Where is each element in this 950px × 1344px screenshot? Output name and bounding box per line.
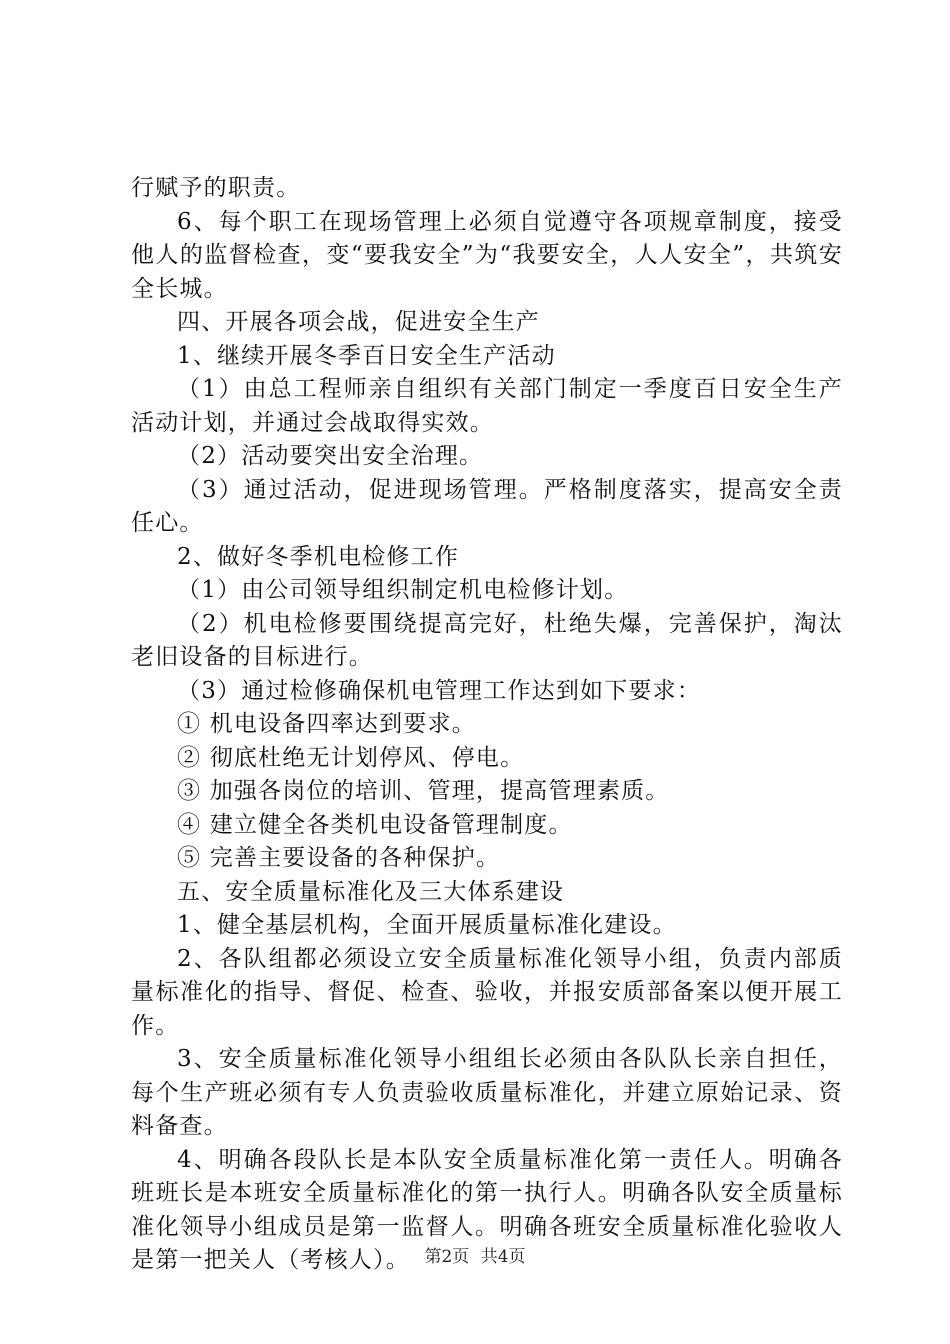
subsection-heading: 2、做好冬季机电检修工作 (177, 543, 460, 570)
paragraph: 3、安全质量标准化领导小组组长必须由各队队长亲自担任，每个生产班必须有专人负责验收质量标准化，并建立原始记录、资料备查。 (131, 1046, 843, 1139)
list-item: ② 彻底杜绝无计划停风、停电。 (177, 744, 525, 771)
list-item: （3）通过检修确保机电管理工作达到如下要求： (177, 677, 702, 704)
subsection-heading: 1、继续开展冬季百日安全生产活动 (177, 342, 556, 369)
list-item: （1）由公司领导组织制定机电检修计划。 (177, 577, 629, 603)
page-total: 共4页 (480, 1247, 526, 1267)
list-item: ⑤ 完善主要设备的各种保护。 (177, 845, 501, 871)
list-item: ③ 加强各岗位的培训、管理，提高管理素质。 (177, 778, 670, 804)
list-item: （2）机电检修要围绕提高完好，杜绝失爆，完善保护，淘汰老旧设备的目标进行。 (131, 610, 843, 670)
list-item: （3）通过活动，促进现场管理。严格制度落实，提高安全责任心。 (131, 476, 843, 536)
section-heading: 四、开展各项会战，促进安全生产 (177, 309, 540, 335)
list-item: （2）活动要突出安全治理。 (177, 443, 484, 469)
list-item: ④ 建立健全各类机电设备管理制度。 (177, 811, 573, 838)
page-footer (0, 1242, 950, 1267)
paragraph: 1、健全基层机构，全面开展质量标准化建设。 (177, 912, 677, 938)
paragraph: 2、各队组都必须设立安全质量标准化领导小组，负责内部质量标准化的指导、督促、检查、验收，并报安质部备案以便开展工作。 (131, 945, 843, 1039)
paragraph: 6、每个职工在现场管理上必须自觉遵守各项规章制度，接受他人的监督检查，变“要我安全”为“我要安全，人人安全”，共筑安全长城。 (131, 208, 843, 302)
paragraph: 4、明确各段队长是本队安全质量标准化第一责任人。明确各班班长是本班安全质量标准化的第一执行人。明确各队安全质量标准化领导小组成员是第一监督人。明确各班安全质量标准化验收人是第一把关人（考核人）。 (131, 1146, 843, 1273)
document-body (131, 172, 843, 1278)
page-number: 第2页 (424, 1247, 470, 1267)
paragraph: 行赋予的职责。 (131, 175, 301, 201)
list-item: （1）由总工程师亲自组织有关部门制定一季度百日安全生产活动计划，并通过会战取得实效。 (131, 376, 843, 436)
section-heading: 五、安全质量标准化及三大体系建设 (177, 878, 565, 905)
list-item: ① 机电设备四率达到要求。 (177, 711, 476, 737)
